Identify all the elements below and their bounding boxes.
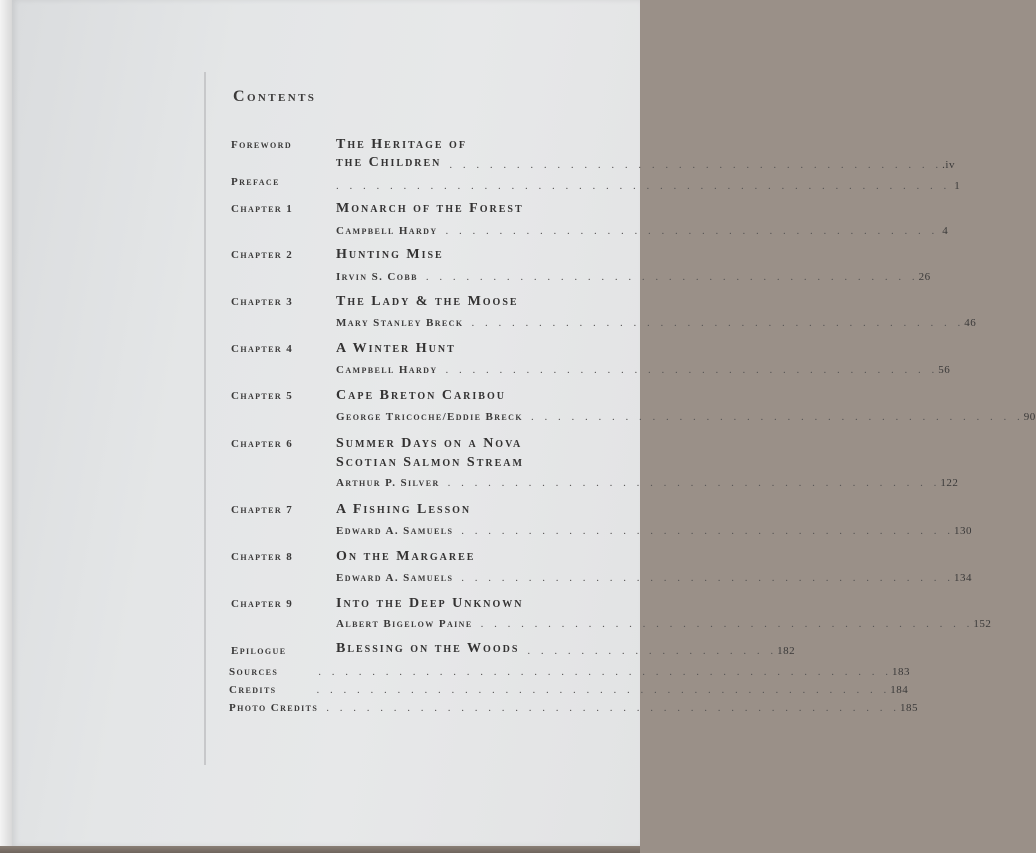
chapter-author: George Tricoche/Eddie Breck <box>336 411 523 423</box>
leader-dots: . . . . . . . . . . . . . . . . . . . . . . . . . . . . . . . . . . . . . <box>480 618 974 630</box>
foreword-title-line2: the Children <box>336 155 442 170</box>
epilogue-page: 182 <box>777 645 796 657</box>
credits-label: Credits <box>229 684 277 696</box>
chapter-author: Campbell Hardy <box>336 364 438 376</box>
foreword-label: Foreword <box>231 139 293 151</box>
leader-dots: . . . . . . . . . . . . . . . . . . . . . . . . . . . . . . . . . . . . . <box>530 411 1024 423</box>
photo-credits-page: 185 <box>900 702 919 714</box>
leader-dots: . . . . . . . . . . . . . . . . . . . <box>527 645 778 657</box>
leader-dots: . . . . . . . . . . . . . . . . . . . . . . . . . . . . . . . . . . . . . <box>461 572 955 584</box>
chapter-page: 26 <box>918 271 931 283</box>
chapter-page: 152 <box>973 618 992 630</box>
table-surface <box>0 846 640 853</box>
book-page <box>12 0 640 846</box>
chapter-author-row <box>336 614 992 630</box>
chapter-label: Chapter 3 <box>231 296 294 308</box>
preface-page: 1 <box>954 180 961 192</box>
chapter-label: Chapter 4 <box>231 343 294 355</box>
credits-row <box>229 680 909 696</box>
chapter-title: A Fishing Lesson <box>336 502 472 517</box>
chapter-title: Into the Deep Unknown <box>336 596 524 611</box>
chapter-page: 56 <box>938 364 951 376</box>
chapter-label: Chapter 5 <box>231 390 294 402</box>
chapter-title: Monarch of the Forest <box>336 201 524 216</box>
chapter-author-row <box>336 568 973 584</box>
photo-credits-row <box>229 698 919 714</box>
sources-label: Sources <box>229 666 279 678</box>
chapter-label: Chapter 2 <box>231 249 294 261</box>
foreword-page: .iv <box>942 159 955 171</box>
foreword-row <box>336 155 955 171</box>
leader-dots: . . . . . . . . . . . . . . . . . . . . . . . . . . . . . . . . . . . . . <box>447 477 941 489</box>
chapter-author: Irvin S. Cobb <box>336 271 418 283</box>
leader-dots: . . . . . . . . . . . . . . . . . . . . . . . . . . . . . . . . . . . . . . . . . . . <box>316 684 891 696</box>
chapter-title-line1: Summer Days on a Nova <box>336 436 523 451</box>
chapter-author: Edward A. Samuels <box>336 572 454 584</box>
leader-dots: . . . . . . . . . . . . . . . . . . . . . . . . . . . . . . . . . . . . . <box>445 364 939 376</box>
chapter-author-row <box>336 313 977 329</box>
book-spine <box>0 0 12 853</box>
chapter-title: On the Margaree <box>336 549 476 564</box>
chapter-title: The Lady & the Moose <box>336 294 519 309</box>
page-title: Contents <box>233 88 317 105</box>
chapter-author-row <box>336 521 973 537</box>
leader-dots: . . . . . . . . . . . . . . . . . . . . . . . . . . . . . . . . . . . . . <box>425 271 919 283</box>
preface-row <box>336 176 961 192</box>
leader-dots: . . . . . . . . . . . . . . . . . . . . . . . . . . . . . . . . . . . . . . . . . . . <box>318 666 893 678</box>
chapter-author-row <box>336 360 951 376</box>
chapter-label: Chapter 9 <box>231 598 294 610</box>
chapter-title: A Winter Hunt <box>336 341 456 356</box>
chapter-title: Hunting Mise <box>336 247 444 262</box>
chapter-page: 130 <box>954 525 973 537</box>
chapter-title-line2: Scotian Salmon Stream <box>336 455 524 470</box>
leader-dots: . . . . . . . . . . . . . . . . . . . . . . . . . . . . . . . . . . . . . <box>461 525 955 537</box>
chapter-label: Chapter 8 <box>231 551 294 563</box>
photo-credits-label: Photo Credits <box>229 702 319 714</box>
chapter-page: 90 <box>1023 411 1036 423</box>
chapter-author-row <box>336 267 931 283</box>
leader-dots: . . . . . . . . . . . . . . . . . . . . . . . . . . . . . . . . . . . . . <box>471 317 965 329</box>
chapter-label: Chapter 1 <box>231 203 294 215</box>
leader-dots: . . . . . . . . . . . . . . . . . . . . . . . . . . . . . . . . . . . . . . . . . . . <box>326 702 901 714</box>
leader-dots: . . . . . . . . . . . . . . . . . . . . . . . . . . . . . . . . . . . . . <box>445 225 939 237</box>
chapter-page: 134 <box>954 572 973 584</box>
epilogue-title: Blessing on the Woods <box>336 641 520 656</box>
chapter-page: 46 <box>964 317 977 329</box>
leader-dots: . . . . . . . . . . . . . . . . . . . . . . . . . . . . . . . . . . . . . <box>449 159 943 171</box>
chapter-author: Arthur P. Silver <box>336 477 440 489</box>
sources-row <box>229 662 911 678</box>
chapter-page: 4 <box>942 225 949 237</box>
epilogue-row <box>336 641 796 657</box>
chapter-author: Albert Bigelow Paine <box>336 618 473 630</box>
chapter-label: Chapter 6 <box>231 438 294 450</box>
chapter-title: Cape Breton Caribou <box>336 388 506 403</box>
epilogue-label: Epilogue <box>231 645 287 657</box>
foreword-title-line1: The Heritage of <box>336 137 467 152</box>
sources-page: 183 <box>892 666 911 678</box>
chapter-author: Edward A. Samuels <box>336 525 454 537</box>
leader-dots: . . . . . . . . . . . . . . . . . . . . . . . . . . . . . . . . . . . . . . . . . . . . . . <box>336 180 951 192</box>
chapter-author: Mary Stanley Breck <box>336 317 464 329</box>
credits-page: 184 <box>890 684 909 696</box>
vertical-rule <box>204 72 206 765</box>
chapter-author-row <box>336 407 1036 423</box>
chapter-page: 122 <box>940 477 959 489</box>
preface-label: Preface <box>231 176 280 188</box>
chapter-author-row <box>336 473 959 489</box>
chapter-author-row <box>336 221 949 237</box>
chapter-author: Campbell Hardy <box>336 225 438 237</box>
chapter-label: Chapter 7 <box>231 504 294 516</box>
